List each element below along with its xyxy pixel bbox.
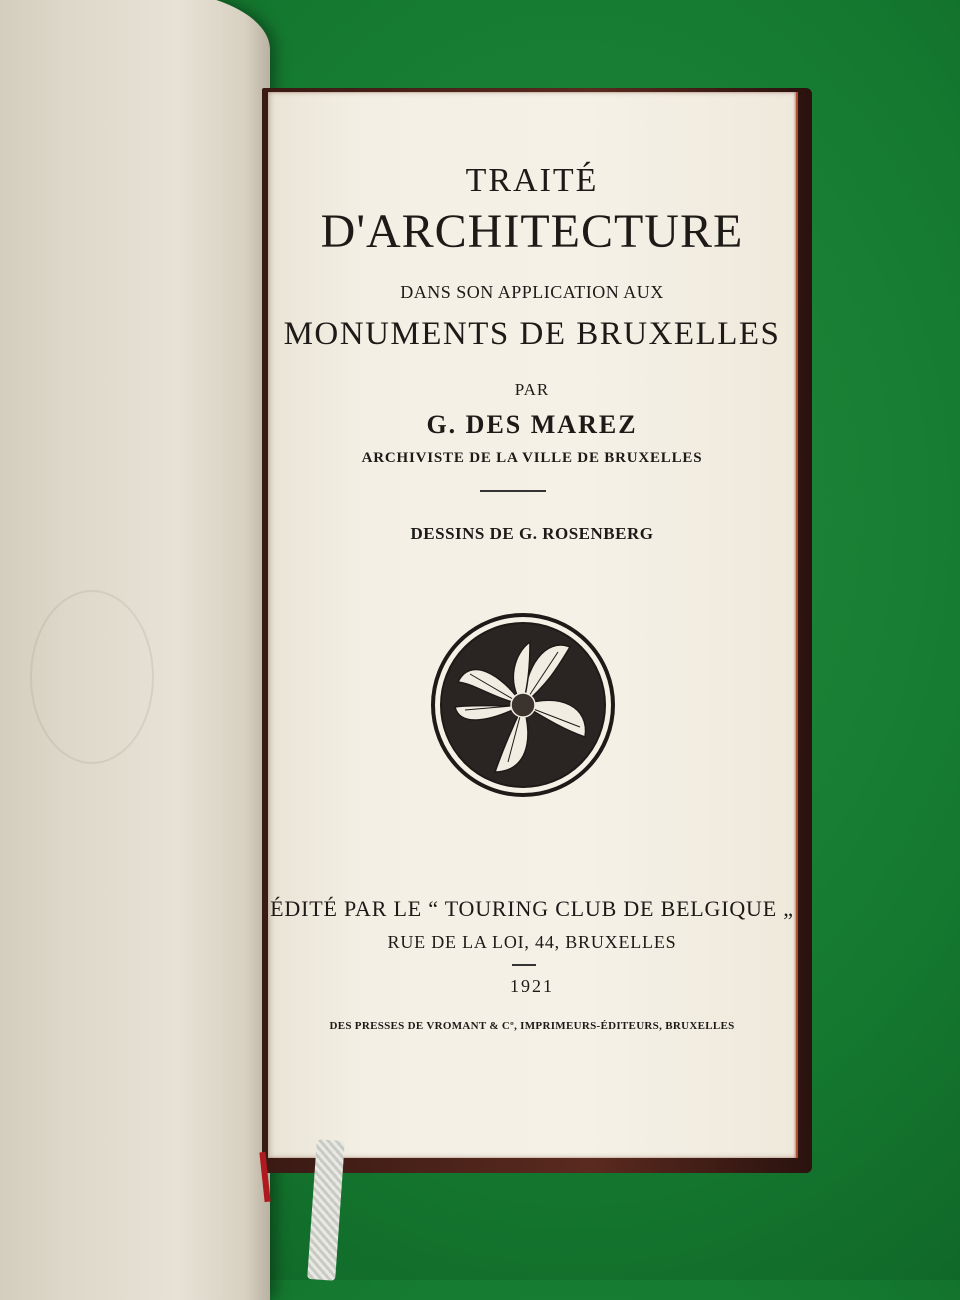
floral-emblem [430, 612, 616, 798]
by-label: PAR [514, 380, 550, 399]
publisher-line: ÉDITÉ PAR LE “ TOURING CLUB DE BELGIQUE „ [270, 896, 794, 921]
subtitle-line: DANS SON APPLICATION AUX [400, 282, 664, 302]
title-line-2: D'ARCHITECTURE [320, 205, 744, 258]
title-line-1: TRAITÉ [465, 162, 599, 199]
author-name: G. DES MAREZ [426, 410, 638, 439]
title-page [268, 92, 798, 1158]
publisher-address: RUE DE LA LOI, 44, BRUXELLES [387, 932, 677, 952]
left-page [0, 0, 270, 1300]
author-affiliation: ARCHIVISTE DE LA VILLE DE BRUXELLES [361, 450, 703, 466]
year-rule [512, 964, 536, 966]
subtitle-main: MONUMENTS DE BRUXELLES [283, 316, 781, 352]
publication-year: 1921 [510, 976, 554, 996]
divider-rule [480, 490, 546, 492]
illustrator-credit: DESSINS DE G. ROSENBERG [410, 524, 654, 543]
show-through-emblem [30, 590, 154, 764]
printer-line: DES PRESSES DE VROMANT & Cº, IMPRIMEURS-ÉDITEURS, BRUXELLES [329, 1020, 735, 1032]
